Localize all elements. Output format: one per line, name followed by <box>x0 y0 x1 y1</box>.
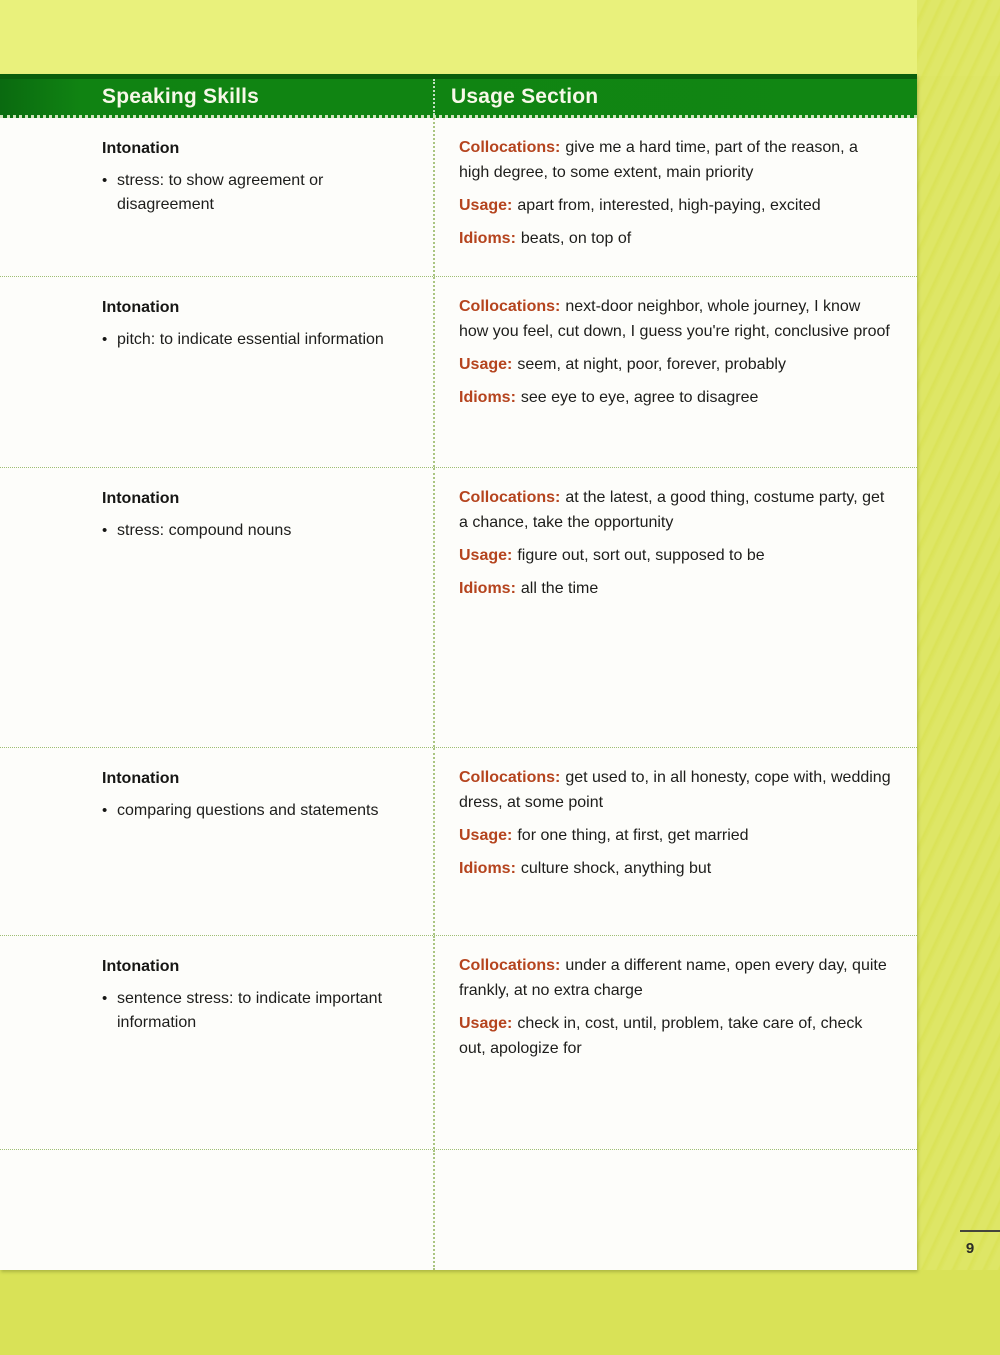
header-speaking-skills: Speaking Skills <box>102 85 260 108</box>
usage-section-cell <box>433 277 917 467</box>
usage-text: apart from, interested, high-paying, excited <box>517 197 821 214</box>
table-row <box>0 468 917 748</box>
speaking-skills-cell <box>0 118 433 276</box>
usage-paragraph <box>459 352 891 377</box>
bullet-text: sentence stress: to indicate important information <box>117 990 383 1031</box>
usage-label: Usage: <box>459 827 513 844</box>
collocations-text: give me a hard time, part of the reason, a high degree, to some extent, main priority <box>459 139 858 181</box>
collocations-label: Collocations: <box>459 298 561 315</box>
row-heading: Intonation <box>102 958 180 975</box>
table-row <box>0 118 917 277</box>
bullet-icon: • <box>102 990 108 1007</box>
bullet-icon: • <box>102 172 108 189</box>
idioms-label: Idioms: <box>459 580 516 597</box>
idioms-label: Idioms: <box>459 389 516 406</box>
speaking-skills-cell <box>0 277 433 467</box>
collocations-text: next-door neighbor, whole journey, I know how you feel, cut down, I guess you're right, conclusive proof <box>459 298 890 340</box>
usage-section-cell <box>433 468 917 747</box>
speaking-skills-cell <box>0 1150 433 1270</box>
collocations-paragraph <box>459 294 891 344</box>
collocations-label: Collocations: <box>459 139 561 156</box>
idioms-text: see eye to eye, agree to disagree <box>520 389 759 406</box>
bullet-text: stress: to show agreement or disagreement <box>117 172 324 213</box>
background-bottom-strip <box>0 1270 1000 1355</box>
row-heading: Intonation <box>102 299 180 316</box>
usage-section-cell <box>433 1150 917 1270</box>
scanned-page <box>0 74 917 1270</box>
table-row-empty <box>0 1150 917 1270</box>
background-right-strip <box>917 0 1000 1355</box>
row-heading: Intonation <box>102 770 180 787</box>
usage-label: Usage: <box>459 547 513 564</box>
bullet-icon: • <box>102 522 108 539</box>
collocations-label: Collocations: <box>459 957 561 974</box>
idioms-label: Idioms: <box>459 860 516 877</box>
usage-paragraph <box>459 823 891 848</box>
usage-text: figure out, sort out, supposed to be <box>517 547 765 564</box>
usage-section-cell <box>433 748 917 935</box>
speaking-skills-cell <box>0 748 433 935</box>
bullet-text: comparing questions and statements <box>117 802 379 819</box>
row-heading: Intonation <box>102 490 180 507</box>
speaking-skills-cell <box>0 468 433 747</box>
usage-label: Usage: <box>459 197 513 214</box>
idioms-paragraph <box>459 226 891 251</box>
speaking-skills-cell <box>0 936 433 1149</box>
usage-section-cell <box>433 118 917 276</box>
usage-text: check in, cost, until, problem, take care of, check out, apologize for <box>459 1015 863 1057</box>
collocations-paragraph <box>459 485 891 535</box>
background-top-strip <box>0 0 1000 76</box>
header-usage-section: Usage Section <box>433 79 917 115</box>
table-row <box>0 748 917 936</box>
usage-label: Usage: <box>459 356 513 373</box>
bullet-item <box>102 328 419 352</box>
row-heading: Intonation <box>102 140 180 157</box>
table-header-bar <box>0 74 917 118</box>
idioms-text: beats, on top of <box>520 230 632 247</box>
table-body <box>0 118 917 1270</box>
bullet-item <box>102 519 419 543</box>
collocations-label: Collocations: <box>459 769 561 786</box>
usage-paragraph <box>459 543 891 568</box>
idioms-text: all the time <box>520 580 599 597</box>
bullet-icon: • <box>102 802 108 819</box>
idioms-paragraph <box>459 576 891 601</box>
bullet-item <box>102 987 419 1035</box>
collocations-text: under a different name, open every day, quite frankly, at no extra charge <box>459 957 887 999</box>
bullet-icon: • <box>102 331 108 348</box>
bullet-item <box>102 799 419 823</box>
table-row <box>0 277 917 468</box>
idioms-text: culture shock, anything but <box>520 860 712 877</box>
bullet-item <box>102 169 419 217</box>
usage-paragraph <box>459 1011 891 1061</box>
page-number-rule <box>960 1230 1000 1232</box>
collocations-text: get used to, in all honesty, cope with, wedding dress, at some point <box>459 769 891 811</box>
usage-section-cell <box>433 936 917 1149</box>
bullet-text: pitch: to indicate essential information <box>117 331 384 348</box>
collocations-text: at the latest, a good thing, costume party, get a chance, take the opportunity <box>459 489 885 531</box>
collocations-paragraph <box>459 765 891 815</box>
usage-text: for one thing, at first, get married <box>517 827 749 844</box>
collocations-label: Collocations: <box>459 489 561 506</box>
page-number: 9 <box>965 1240 975 1257</box>
usage-label: Usage: <box>459 1015 513 1032</box>
idioms-label: Idioms: <box>459 230 516 247</box>
idioms-paragraph <box>459 856 891 881</box>
collocations-paragraph <box>459 953 891 1003</box>
bullet-text: stress: compound nouns <box>117 522 292 539</box>
usage-paragraph <box>459 193 891 218</box>
table-row <box>0 936 917 1150</box>
collocations-paragraph <box>459 135 891 185</box>
usage-text: seem, at night, poor, forever, probably <box>517 356 786 373</box>
idioms-paragraph <box>459 385 891 410</box>
